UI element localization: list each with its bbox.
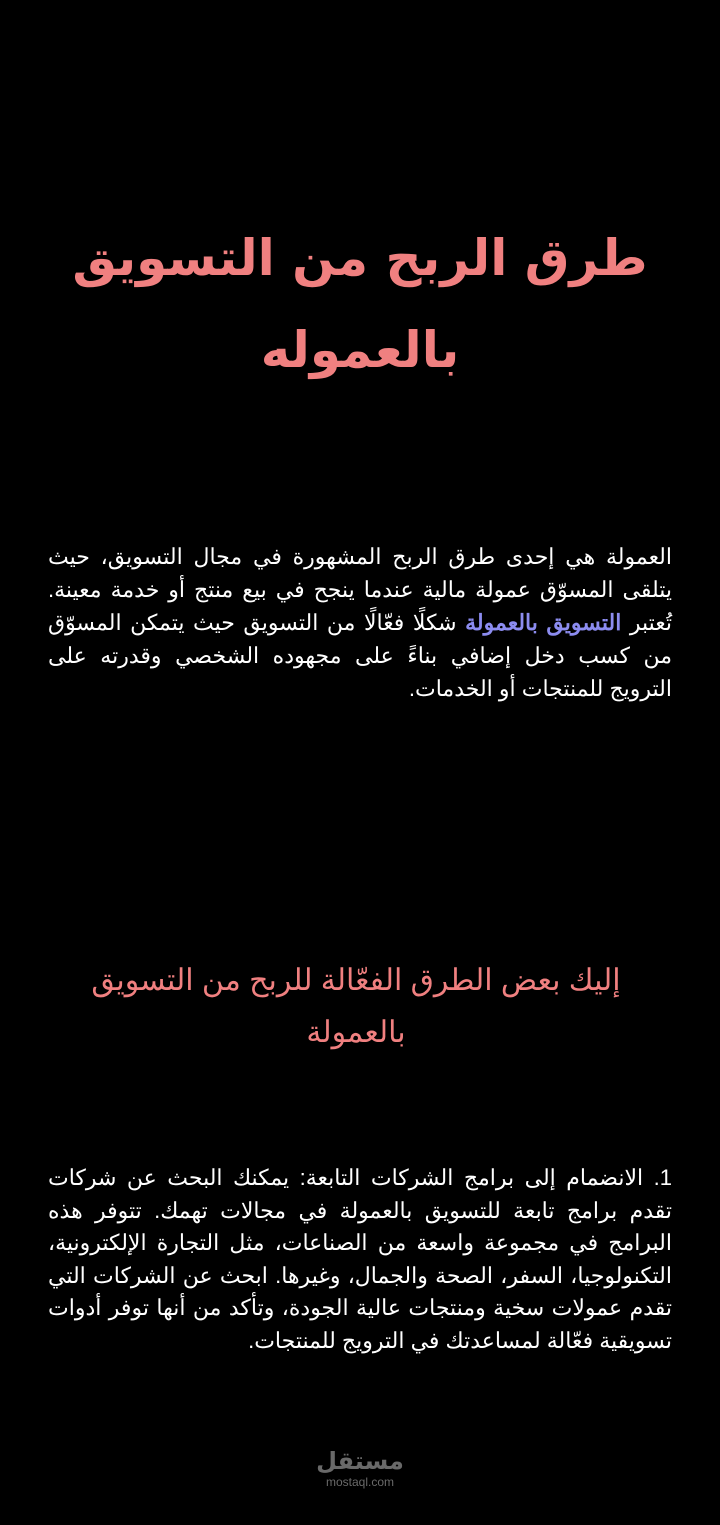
article-title: طرق الربح من التسويق بالعموله xyxy=(72,229,648,379)
watermark-domain-text: mostaql.com xyxy=(325,1475,395,1489)
mostaql-watermark-logo xyxy=(300,1447,420,1489)
intro-text-start: العمولة هي إحدى طرق الربح المشهورة في مجال التسويق، حيث يتلقى المسوّق عمولة مالية عندما ينجح في بيع منتج أو خدمة معينة. تُعتبر xyxy=(48,544,673,635)
point-1-paragraph: 1. الانضمام إلى برامج الشركات التابعة: يمكنك البحث عن شركات تقدم برامج تابعة للتسويق بالعمولة في مجالات تهمك. تتوفر هذه البرامج في مجموعة واسعة من الصناعات، مثل التجارة الإلكترونية، التكنولوجيا، السفر، الصحة والجمال، وغيرها. ابحث عن الشركات التي تقدم عمولات سخية ومنتجات عالية الجودة، وتأكد من أنها توفر أدوات تسويقية فعّالة لمساعدتك في الترويج للمنتجات. xyxy=(48,1165,672,1353)
intro-text-end: شكلًا فعّالًا من التسويق حيث يتمكن المسوّق من كسب دخل إضافي بناءً على مجهوده الشخصي وقدرته على الترويج للمنتجات أو الخدمات. xyxy=(48,610,672,701)
affiliate-marketing-link[interactable]: التسويق بالعمولة xyxy=(465,610,622,635)
watermark-arabic-text: مستقل xyxy=(316,1447,404,1475)
intro-paragraph xyxy=(48,540,672,705)
section-subtitle: إليك بعض الطرق الفعّالة للربح من التسويق بالعمولة xyxy=(91,964,621,1049)
